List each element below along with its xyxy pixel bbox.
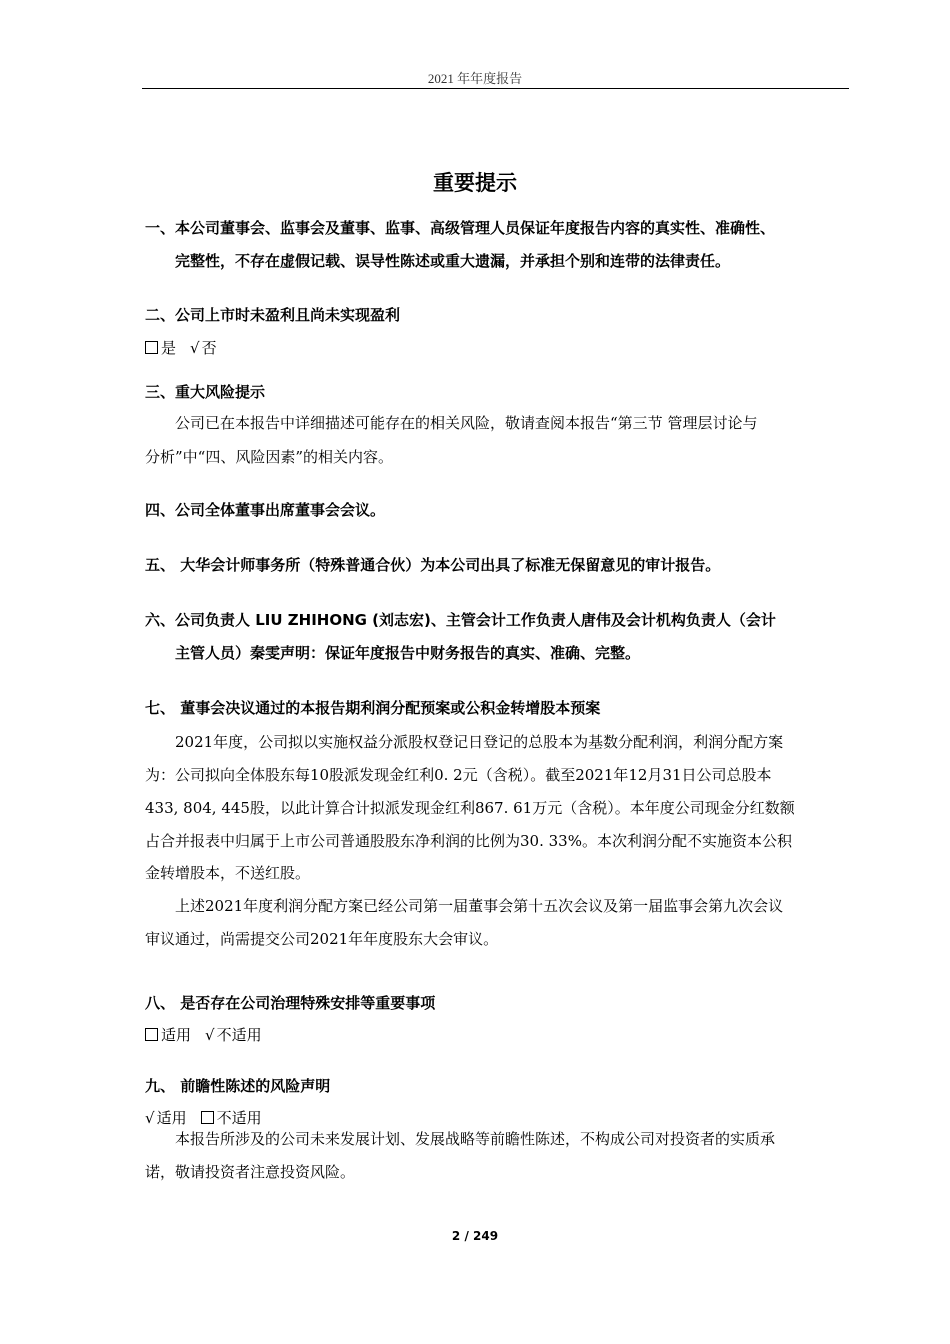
option-not-applicable-label: 不适用: [216, 1026, 262, 1044]
section-7-heading: 七、 董事会决议通过的本报告期利润分配预案或公积金转增股本预案: [145, 699, 601, 717]
section-7-p2-line-1: 上述2021年度利润分配方案已经公司第一届董事会第十五次会议及第一届监事会第九次会议: [175, 897, 784, 915]
header-rule: [142, 88, 849, 89]
option-no-label: 否: [201, 339, 217, 357]
option-applicable-label: 适用: [156, 1109, 187, 1127]
section-2-options: [145, 337, 217, 359]
section-7-p1-line-5: 金转增股本，不送红股。: [145, 864, 311, 882]
checkmark-icon: √: [190, 339, 200, 357]
checkmark-icon: √: [205, 1026, 215, 1044]
section-3-line-2: 分析”中“四、风险因素”的相关内容。: [145, 448, 394, 466]
page-number: 2 / 249: [451, 1229, 499, 1243]
section-6-line-2: 主管人员）秦雯声明：保证年度报告中财务报告的真实、准确、完整。: [175, 644, 641, 662]
section-7-p1-line-4: 占合并报表中归属于上市公司普通股股东净利润的比例为30. 33%。本次利润分配不实施资本公积: [145, 832, 792, 850]
section-6-line-1: 六、公司负责人 LIU ZHIHONG (刘志宏)、主管会计工作负责人唐伟及会计机构负责人（会计: [145, 611, 776, 629]
section-7-p2-line-2: 审议通过，尚需提交公司2021年年度股东大会审议。: [145, 930, 499, 948]
checkbox-empty-icon: [145, 341, 158, 354]
page-title: 重要提示: [433, 171, 517, 195]
section-3-heading: 三、重大风险提示: [145, 383, 266, 401]
section-1-line-1: 一、本公司董事会、监事会及董事、监事、高级管理人员保证年度报告内容的真实性、准确性、: [145, 219, 776, 237]
section-7-p1-line-3: 433, 804, 445股，以此计算合计拟派发现金红利867. 61万元（含税）。本年度公司现金分红数额: [145, 799, 795, 817]
section-8-options: [145, 1024, 262, 1046]
section-9-line-2: 诺，敬请投资者注意投资风险。: [145, 1163, 356, 1181]
section-7-p1-line-1: 2021年度，公司拟以实施权益分派股权登记日登记的总股本为基数分配利润，利润分配方案: [175, 733, 784, 751]
section-9-heading: 九、 前瞻性陈述的风险声明: [145, 1077, 331, 1095]
section-9-line-1: 本报告所涉及的公司未来发展计划、发展战略等前瞻性陈述，不构成公司对投资者的实质承: [175, 1130, 776, 1148]
section-8-heading: 八、 是否存在公司治理特殊安排等重要事项: [145, 994, 436, 1012]
option-applicable-label: 适用: [161, 1026, 192, 1044]
section-3-line-1: 公司已在本报告中详细描述可能存在的相关风险，敬请查阅本报告“第三节 管理层讨论与: [175, 414, 758, 432]
section-5-heading: 五、 大华会计师事务所（特殊普通合伙）为本公司出具了标准无保留意见的审计报告。: [145, 556, 721, 574]
checkmark-icon: √: [145, 1109, 155, 1127]
section-7-p1-line-2: 为：公司拟向全体股东每10股派发现金红利0. 2元（含税）。截至2021年12月31日公司总股本: [145, 766, 772, 784]
running-header: 2021 年年度报告: [427, 71, 523, 86]
section-9-options: [145, 1107, 262, 1129]
option-yes-label: 是: [161, 339, 177, 357]
checkbox-empty-icon: [145, 1028, 158, 1041]
section-2-heading: 二、公司上市时未盈利且尚未实现盈利: [145, 306, 401, 324]
section-4-heading: 四、公司全体董事出席董事会会议。: [145, 501, 386, 519]
section-1-line-2: 完整性，不存在虚假记载、误导性陈述或重大遗漏，并承担个别和连带的法律责任。: [175, 252, 731, 270]
option-not-applicable-label: 不适用: [216, 1109, 262, 1127]
checkbox-empty-icon: [201, 1111, 214, 1124]
